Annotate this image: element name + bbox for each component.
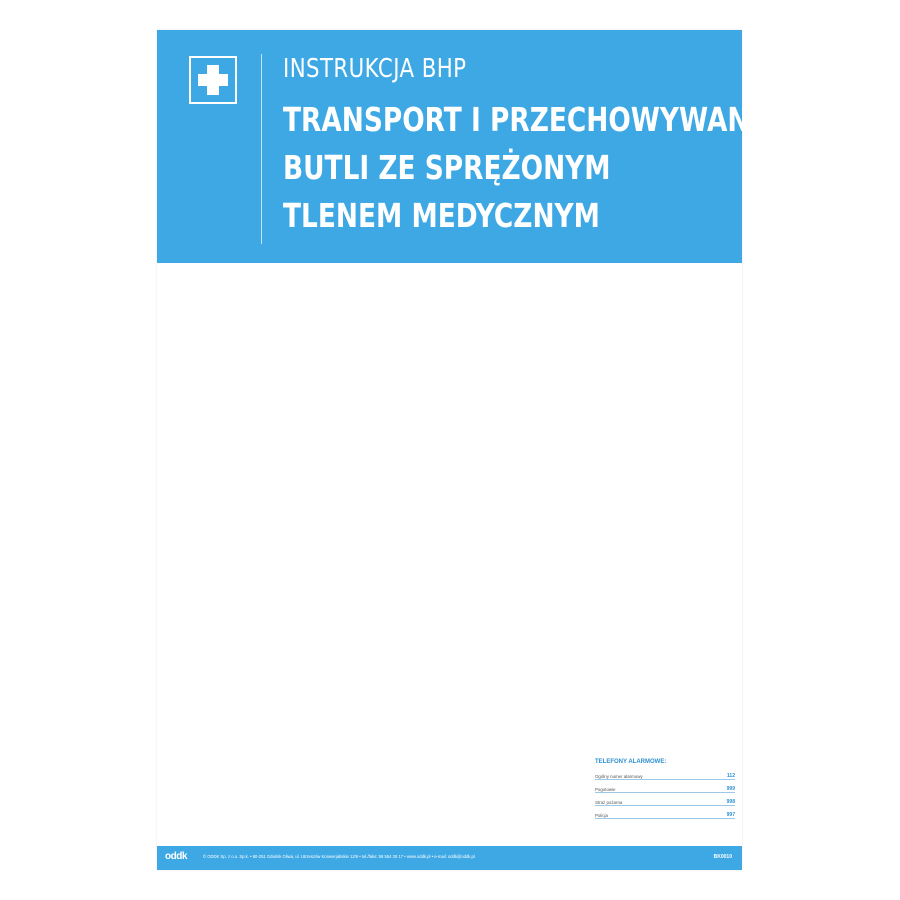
first-aid-cross-icon	[189, 56, 237, 104]
footer-bar	[157, 846, 742, 870]
alarm-phones-box	[595, 757, 735, 819]
publisher-contact: © ODDK Sp. z o.o. Sp.k. • 80-251 Gdańsk Oliwa, ul. Utrzeszów Konwerjabskie 12/6 • tel./faks: 58 554 28 17 • www.oddk.pl • e-mail: oddk@oddk.pl	[203, 854, 475, 859]
alarm-number: 112	[726, 773, 735, 779]
alarm-number: 999	[726, 786, 735, 792]
alarm-row	[595, 793, 735, 806]
alarm-row	[595, 780, 735, 793]
alarm-label: Policja	[595, 813, 608, 818]
alarm-label: Ogólny numer alarmowy	[595, 774, 643, 779]
title-line: BUTLI ZE SPRĘŻONYM	[283, 148, 611, 187]
alarm-label: Pogotowie	[595, 787, 616, 792]
publisher-logo: oddk	[165, 851, 187, 862]
instruction-sheet	[157, 30, 778, 870]
document-kicker: INSTRUKCJA BHP	[283, 54, 467, 84]
document-title	[283, 96, 777, 240]
alarm-row	[595, 767, 735, 780]
header-divider	[261, 54, 262, 244]
alarm-label: Straż pożarna	[595, 800, 623, 805]
document-code: BK0010	[713, 854, 732, 860]
alarm-number: 998	[726, 799, 735, 805]
alarm-row	[595, 806, 735, 819]
title-line: TLENEM MEDYCZNYM	[283, 196, 600, 235]
alarm-title: TELEFONY ALARMOWE:	[595, 759, 667, 765]
alarm-number: 997	[726, 812, 735, 818]
header-banner	[157, 30, 778, 263]
title-line: TRANSPORT I PRZECHOWYWANIE	[283, 100, 778, 139]
